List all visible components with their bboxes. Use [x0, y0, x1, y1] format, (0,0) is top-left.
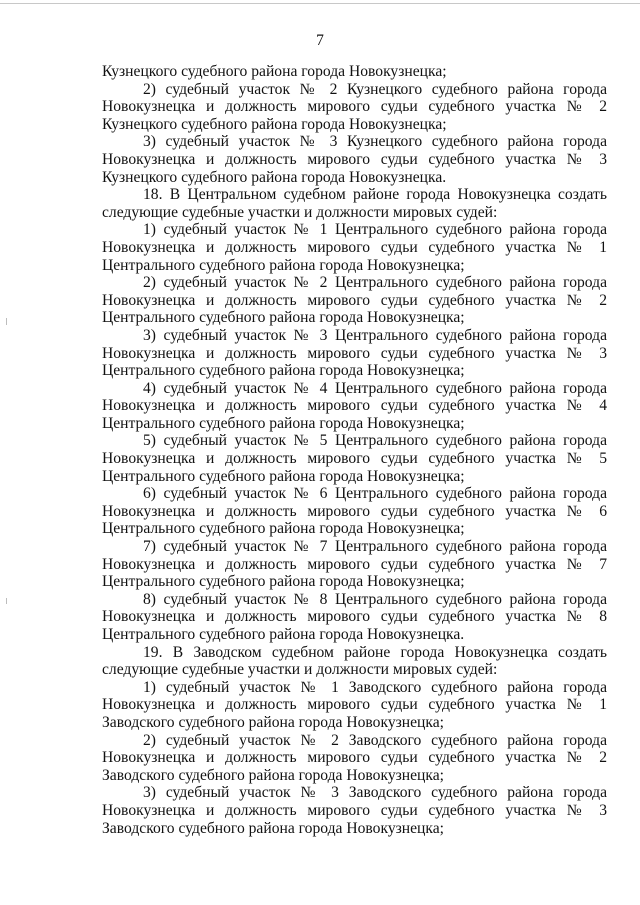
- list-item: 3) судебный участок № 3 Кузнецкого судебного района города Новокузнецка и должность мирового судьи судебного участка № 3 Кузнецкого судебного района города Новокузнецка.: [102, 133, 607, 186]
- scan-top-edge: [0, 3, 640, 4]
- document-body: [102, 63, 607, 837]
- scan-margin-mark: [6, 318, 7, 325]
- list-item: 3) судебный участок № 3 Заводского судебного района города Новокузнецка и должность мирового судьи судебного участка № 3 Заводского судебного района города Новокузнецка;: [102, 784, 607, 837]
- list-item: 2) судебный участок № 2 Заводского судебного района города Новокузнецка и должность мирового судьи судебного участка № 2 Заводского судебного района города Новокузнецка;: [102, 731, 607, 784]
- list-item: 2) судебный участок № 2 Центрального судебного района города Новокузнецка и должность мирового судьи судебного участка № 2 Центрального судебного района города Новокузнецка;: [102, 274, 607, 327]
- list-item: 4) судебный участок № 4 Центрального судебного района города Новокузнецка и должность мирового судьи судебного участка № 4 Центрального судебного района города Новокузнецка;: [102, 379, 607, 432]
- page-number: 7: [316, 32, 324, 49]
- list-item: 5) судебный участок № 5 Центрального судебного района города Новокузнецка и должность мирового судьи судебного участка № 5 Центрального судебного района города Новокузнецка;: [102, 432, 607, 485]
- section-paragraph: 18. В Центральном судебном районе города Новокузнецка создать следующие судебные участки и должности мировых судей:: [102, 186, 607, 221]
- list-item: 7) судебный участок № 7 Центрального судебного района города Новокузнецка и должность мирового судьи судебного участка № 7 Центрального судебного района города Новокузнецка;: [102, 538, 607, 591]
- list-item: 8) судебный участок № 8 Центрального судебного района города Новокузнецка и должность мирового судьи судебного участка № 8 Центрального судебного района города Новокузнецка.: [102, 590, 607, 643]
- paragraph: Кузнецкого судебного района города Новокузнецка;: [102, 63, 447, 80]
- section-paragraph: 19. В Заводском судебном районе города Новокузнецка создать следующие судебные участки и должности мировых судей:: [102, 643, 607, 679]
- list-item: 3) судебный участок № 3 Центрального судебного района города Новокузнецка и должность мирового судьи судебного участка № 3 Центрального судебного района города Новокузнецка;: [102, 326, 607, 380]
- scan-margin-mark: [6, 598, 7, 604]
- list-item: 1) судебный участок № 1 Заводского судебного района города Новокузнецка и должность мирового судьи судебного участка № 1 Заводского судебного района города Новокузнецка;: [102, 678, 607, 731]
- list-item: 2) судебный участок № 2 Кузнецкого судебного района города Новокузнецка и должность мирового судьи судебного участка № 2 Кузнецкого судебного района города Новокузнецка;: [102, 80, 607, 133]
- list-item: 6) судебный участок № 6 Центрального судебного района города Новокузнецка и должность мирового судьи судебного участка № 6 Центрального судебного района города Новокузнецка;: [102, 485, 607, 538]
- list-item: 1) судебный участок № 1 Центрального судебного района города Новокузнецка и должность мирового судьи судебного участка № 1 Центрального судебного района города Новокузнецка;: [102, 221, 607, 274]
